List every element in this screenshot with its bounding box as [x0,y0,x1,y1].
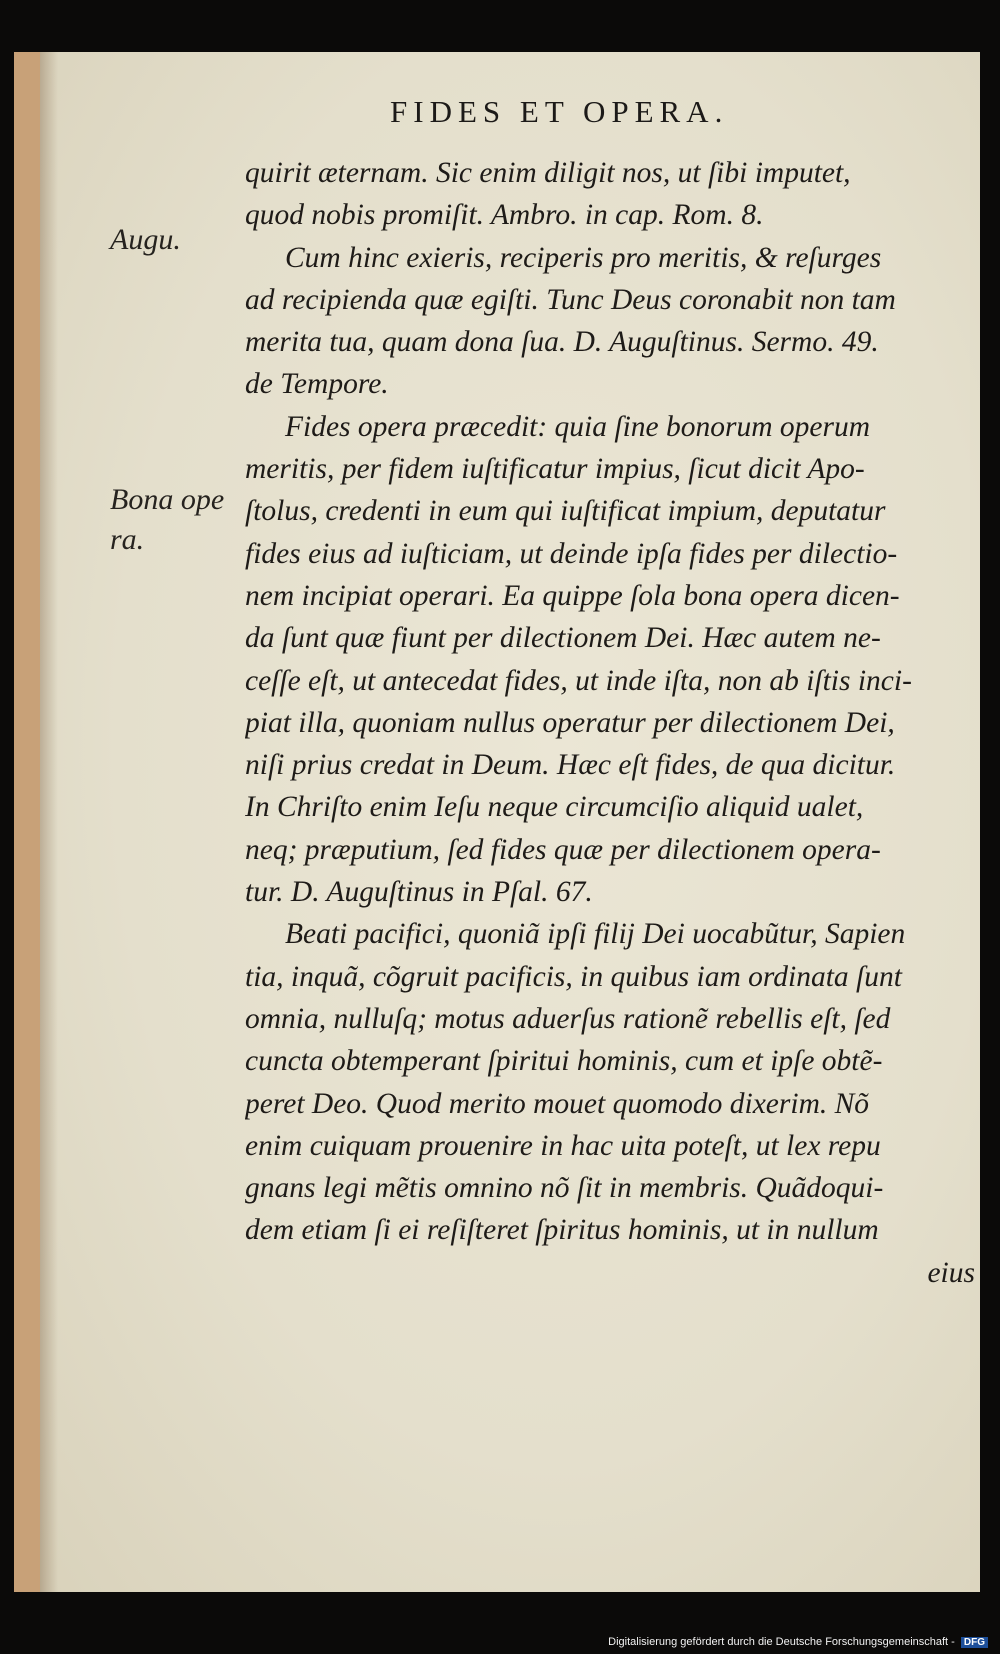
text-line: gnans legi mẽtis omnino nõ ſit in membris. Quãdoqui- [245,1172,884,1205]
text-line: dem etiam ſi ei reſiſteret ſpiritus hominis, ut in nullum [245,1214,879,1247]
text-line: Cum hinc exieris, reciperis pro meritis, & reſurges [285,241,882,274]
running-head: FIDES ET OPERA. [390,94,729,129]
text-line: omnia, nulluſq; motus aduerſus rationẽ rebellis eſt, ſed [245,1002,891,1035]
text-line: merita tua, quam dona ſua. D. Auguſtinus. Sermo. 49. [245,326,879,359]
dfg-logo-icon: DFG [961,1637,988,1648]
text-line: enim cuiquam prouenire in hac uita poteſt, ut lex repu [245,1129,881,1162]
text-line: cuncta obtemperant ſpiritui hominis, cum et ipſe obtẽ- [245,1045,883,1078]
text-line: da ſunt quæ fiunt per dilectionem Dei. Hæc autem ne- [245,622,881,655]
text-line: In Chriſto enim Ieſu neque circumciſio aliquid ualet, [245,791,864,824]
text-line: tia, inquã, cõgruit pacificis, in quibus iam ordinata ſunt [245,960,902,993]
margin-note-ra: ra. [110,523,145,556]
text-line: de Tempore. [245,368,389,401]
text-line: ceſſe eſt, ut antecedat fides, ut inde iſta, non ab iſtis inci- [245,664,912,697]
text-line: meritis, per fidem iuſtificatur impius, ſicut dicit Apo- [245,453,865,486]
catchword: eius [927,1256,975,1289]
text-line: Beati pacifici, quoniã ipſi filij Dei uocabũtur, Sapien [285,918,906,951]
margin-note-bona-ope: Bona ope [110,483,225,516]
text-line: peret Deo. Quod merito mouet quomodo dixerim. Nõ [245,1087,870,1120]
text-line: nem incipiat operari. Ea quippe ſola bona opera dicen- [245,579,900,612]
text-line: piat illa, quoniam nullus operatur per dilectionem Dei, [245,706,895,739]
margin-note-augu: Augu. [110,223,181,256]
footer-text: Digitalisierung gefördert durch die Deutsche Forschungsgemeinschaft - [608,1636,955,1648]
text-line: quirit æternam. Sic enim diligit nos, ut ſibi imputet, [245,157,851,189]
body-text [245,152,975,1294]
text-line: niſi prius credat in Deum. Hæc eſt fides, de qua dicitur. [245,749,896,782]
text-line: quod nobis promiſit. Ambro. in cap. Rom. 8. [245,199,764,232]
text-line: neq; præputium, ſed fides quæ per dilectionem opera- [245,833,881,866]
text-line: ſtolus, credenti in eum qui iuſtificat impium, deputatur [245,495,886,528]
text-line: ad recipienda quæ egiſti. Tunc Deus coronabit non tam [245,283,896,316]
text-line: Fides opera præcedit: quia ſine bonorum operum [285,410,871,443]
text-line: tur. D. Auguſtinus in Pſal. 67. [245,876,593,909]
footer-credit [608,1636,988,1648]
book-page [14,52,980,1592]
text-line: fides eius ad iuſticiam, ut deinde ipſa fides per dilectio- [245,537,898,570]
spine-shadow [40,52,58,1592]
